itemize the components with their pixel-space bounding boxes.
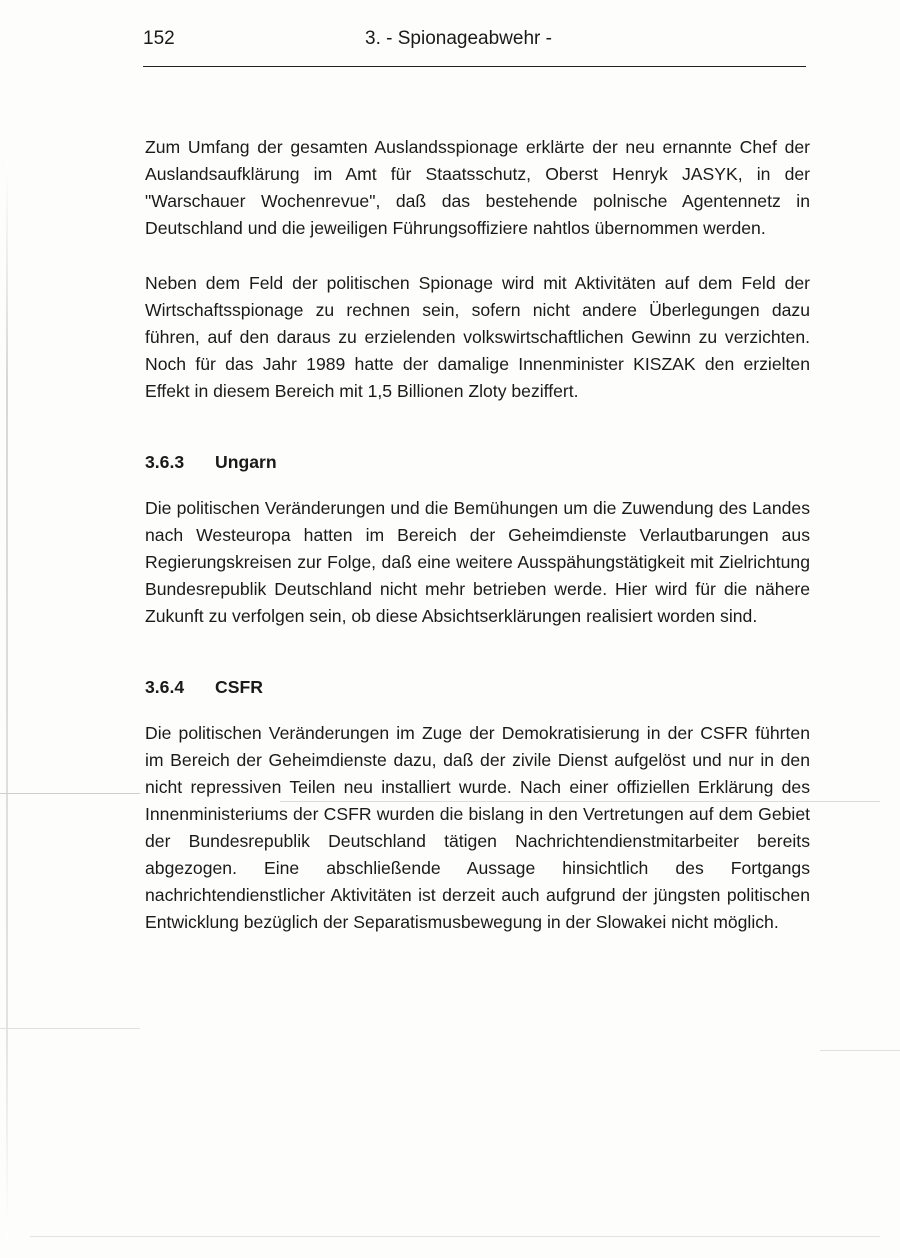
section-number: 3.6.3 [145, 452, 185, 472]
scan-artifact-line [0, 793, 140, 794]
paragraph: Neben dem Feld der politischen Spionage wird mit Aktivitäten auf dem Feld der Wirtschaftsspionage zu rechnen sein, sofern nicht andere Überlegungen dazu führen, auf den daraus zu erzielenden volkswirtschaftlichen Gewinn zu verzichten. Noch für das Jahr 1989 hatte der damalige Innenminister KISZAK den erzielten Effekt in diesem Bereich mit 1,5 Billionen Zloty beziffert. [145, 273, 810, 401]
section-number: 3.6.4 [145, 677, 185, 697]
section-heading-csfr [145, 674, 810, 701]
running-title: 3. - Spionageabwehr - [365, 28, 552, 49]
scan-edge-shadow [6, 160, 8, 1240]
scan-artifact-line [30, 1236, 880, 1237]
page-body [145, 134, 810, 936]
section-heading-ungarn [145, 449, 810, 476]
header-rule [143, 66, 806, 67]
paragraph: Zum Umfang der gesamten Auslandsspionage erklärte der neu ernannte Chef der Auslandsaufklärung im Amt für Staatsschutz, Oberst Henryk JASYK, in der "Warschauer Wochenrevue", daß das bestehende polnische Agentennetz in Deutschland und die jeweiligen Führungsoffiziere nahtlos übernommen werden. [145, 137, 810, 238]
paragraph: Die politischen Veränderungen im Zuge der Demokratisierung in der CSFR führten im Bereich der Geheimdienste dazu, daß der zivile Dienst aufgelöst und nur in den nicht repressiven Teilen neu installiert wurde. Nach einer offiziellen Erklärung des Innenministeriums der CSFR wurden die bislang in den Vertretungen auf dem Gebiet der Bundesrepublik Deutschland tätigen Nachrichtendienstmitarbeiter bereits abgezogen. Eine abschließende Aussage hinsichtlich des Fortgangs nachrichtendienstlicher Aktivitäten ist derzeit auch aufgrund der jüngsten politischen Entwicklung bezüglich der Separatismusbewegung in der Slowakei nicht möglich. [145, 723, 810, 932]
page-number: 152 [143, 28, 175, 49]
page-header [143, 28, 806, 58]
scan-artifact-line [820, 1050, 900, 1051]
section-title: CSFR [215, 677, 263, 697]
paragraph: Die politischen Veränderungen und die Bemühungen um die Zuwendung des Landes nach Westeuropa hatten im Bereich der Geheimdienste Verlautbarungen aus Regierungskreisen zur Folge, daß eine weitere Ausspähungstätigkeit mit Zielrichtung Bundesrepublik Deutschland nicht mehr betrieben werde. Hier wird für die nähere Zukunft zu verfolgen sein, ob diese Absichtserklärungen realisiert worden sind. [145, 498, 810, 626]
scan-artifact-line [0, 1028, 140, 1029]
section-title: Ungarn [215, 452, 277, 472]
